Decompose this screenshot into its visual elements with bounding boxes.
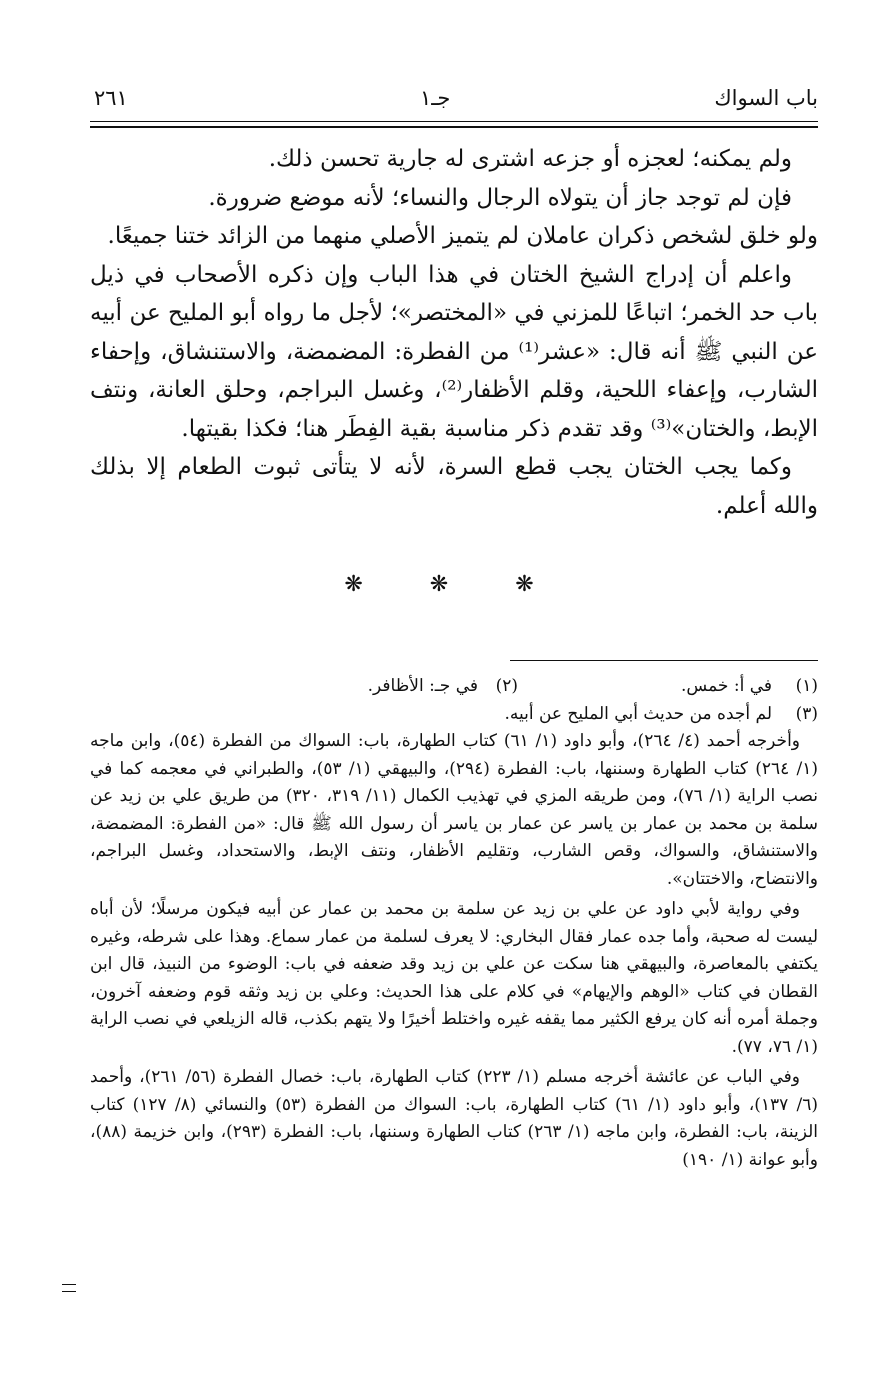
volume-label: جـ١: [420, 86, 451, 110]
footnote-number: (٢): [495, 676, 518, 696]
footnote-text: في جـ: الأظافر.: [367, 676, 478, 696]
main-text: [90, 140, 818, 525]
page-number: ٢٦١: [94, 86, 128, 110]
footnote-number: (١): [795, 676, 818, 696]
section-ornament: ❋ ❋ ❋: [344, 572, 564, 597]
body-paragraph: ولو خلق لشخص ذكران عاملان لم يتميز الأصلي منهما من الزائد ختنا جميعًا.: [107, 223, 818, 249]
body-paragraph: واعلم أن إدراج الشيخ الختان في هذا الباب وإن ذكره الأصحاب في ذيل باب حد الخمر؛ اتباعًا للمزني في «المختصر»؛ لأجل ما رواه أبو المليح عن أبيه عن النبي ﷺ أنه قال: «عشر⁽¹⁾ من الفطرة: المضمضة، والاستنشاق، وإحفاء الشارب، وإعفاء اللحية، وقلم الأظفار⁽²⁾، وغسل البراجم، وحلق العانة، ونتف الإبط، والختان»⁽³⁾ وقد تقدم ذكر مناسبة بقية الفِطَر هنا؛ فكذا بقيتها.: [90, 261, 819, 442]
footnote-line: [90, 673, 818, 701]
footnotes: [90, 673, 818, 1174]
footnote-text: لم أجده من حديث أبي المليح عن أبيه.: [504, 703, 772, 724]
body-paragraph: ولم يمكنه؛ لعجزه أو جزعه اشترى له جارية تحسن ذلك.: [268, 146, 792, 172]
footnote-number: (٣): [795, 703, 818, 724]
header-rule-thick: [90, 126, 818, 128]
body-paragraph: فإن لم توجد جاز أن يتولاه الرجال والنساء؛ لأنه موضع ضرورة.: [208, 184, 792, 211]
footnote-paragraph: وفي رواية لأبي داود عن علي بن زيد عن سلمة بن محمد بن عمار عن أبيه فيكون مرسلًا؛ لأن أباه ليست له صحبة، وأما جده عمار فقال البخاري: لا يعرف لسلمة من عمار سماع. وهذا على شرطه، وغيره يكتفي بالمعاصرة، والبيهقي هنا سكت عن علي بن زيد وقد ضعفه في باب: الوضوء من النبيذ، قال ابن القطان في كتاب «الوهم والإيهام» في كلام على هذا الحديث: وعلي بن زيد وثقه قوم وضعفه آخرون، وجملة أمره أنه كان يرفع الكثير مما يقفه غيره واختلط أخيرًا ولا يتهم بكذب، قاله الزيلعي في نصب الراية (١/ ٧٦، ٧٧).: [90, 899, 818, 1057]
footnote-paragraph: وفي الباب عن عائشة أخرجه مسلم (١/ ٢٢٣) كتاب الطهارة، باب: خصال الفطرة (٥٦/ ٢٦١)، وأحمد (٦/ ١٣٧)، وأبو داود (١/ ٦١) كتاب الطهارة، باب: السواك من الفطرة (٥٣) والنسائي (٨/ ١٢٧) كتاب الزينة، باب: الفطرة، وابن ماجه (١/ ٢٦٣) كتاب الطهارة وسننها، باب: الفطرة (٢٩٣)، وابن خزيمة (٨٨)، وأبو عوانة (١/ ١٩٠): [90, 1067, 819, 1170]
footnote-text: في أ: خمس.: [681, 676, 772, 696]
footnote-line: [90, 701, 818, 729]
header-rule-thin: [90, 121, 818, 122]
book-page: [90, 0, 818, 1377]
footnote-paragraph: وأخرجه أحمد (٤/ ٢٦٤)، وأبو داود (١/ ٦١) كتاب الطهارة، باب: السواك من الفطرة (٥٤)، وابن ماجه (١/ ٢٦٤) كتاب الطهارة وسننها، باب: الفطرة (٢٩٤)، والبيهقي (١/ ٥٣)، والطبراني في معجمه كما في نصب الراية (١/ ٧٦)، ومن طريقه المزي في تهذيب الكمال (١١/ ٣١٩، ٣٢٠) من طريق علي بن زيد عن سلمة بن محمد بن عمار بن ياسر عن عمار بن ياسر أن رسول الله ﷺ قال: «من الفطرة: المضمضة، والاستنشاق، والسواك، وقص الشارب، وتقليم الأظفار، ونتف الإبط، والاستحداد، وغسل البراجم، والانتضاح، والاختتان».: [90, 731, 819, 889]
footnote-separator: [510, 660, 818, 661]
chapter-title: باب السواك: [714, 86, 818, 110]
body-paragraph: وكما يجب الختان يجب قطع السرة، لأنه لا يتأتى ثبوت الطعام إلا بذلك والله أعلم.: [90, 454, 818, 519]
running-header: [90, 86, 818, 116]
continuation-mark: [62, 1284, 76, 1292]
